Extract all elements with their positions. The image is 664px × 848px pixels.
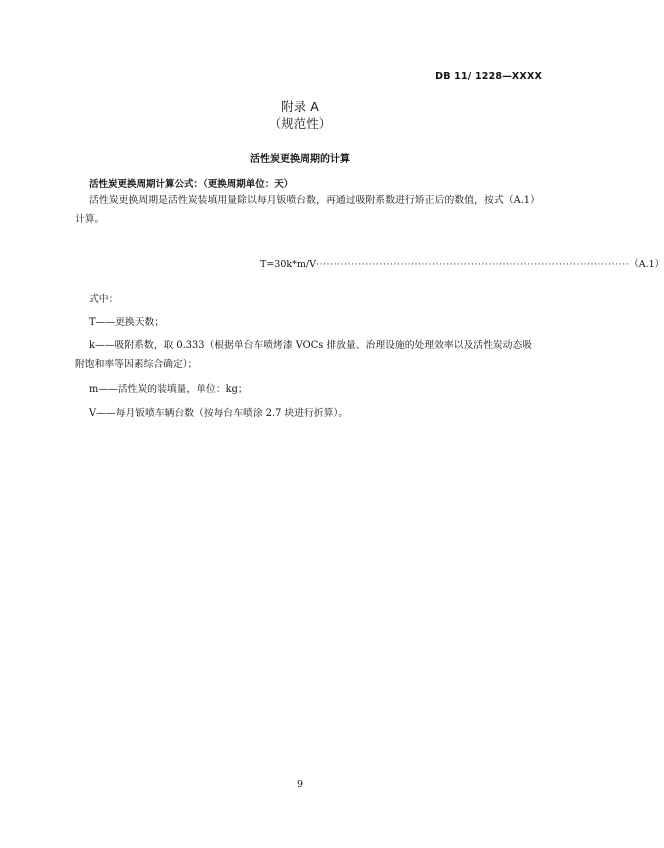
formula-expression: T=30k*m/V (260, 259, 316, 270)
intro-paragraph: 活性炭更换周期是活性炭装填用量除以每月钣喷台数，再通过吸附系数进行矫正后的数值，按式（A.1）计算。 (75, 195, 535, 225)
annex-title: 附录 A (281, 99, 319, 114)
definition-item-t: T——更换天数； (89, 317, 165, 328)
definitions-intro: 式中： (89, 294, 119, 305)
definition-item-k: k——吸附系数，取 0.333（根据单台车喷烤漆 VOCs 排放量、治理设施的处理效率以及活性炭动态吸附饱和率等因素综合确定）； (75, 340, 533, 370)
formula-line (260, 256, 664, 270)
annex-subtitle: （规范性） (268, 116, 332, 131)
formula-leader-dots: ························································································· (315, 259, 630, 270)
section-title: 活性炭更换周期的计算 (250, 154, 350, 165)
document-code: DB 11/ 1228—XXXX (435, 71, 542, 82)
formula-number: （A.1） (629, 259, 664, 270)
page-number: 9 (296, 779, 304, 790)
formula-heading: 活性炭更换周期计算公式：（更换周期单位：天） (89, 179, 294, 190)
annex-heading (0, 98, 600, 132)
definition-item-v: V——每月钣喷车辆台数（按每台车喷涂 2.7 块进行折算）。 (89, 408, 349, 419)
definition-item-m: m——活性炭的装填量，单位：kg； (89, 384, 248, 395)
